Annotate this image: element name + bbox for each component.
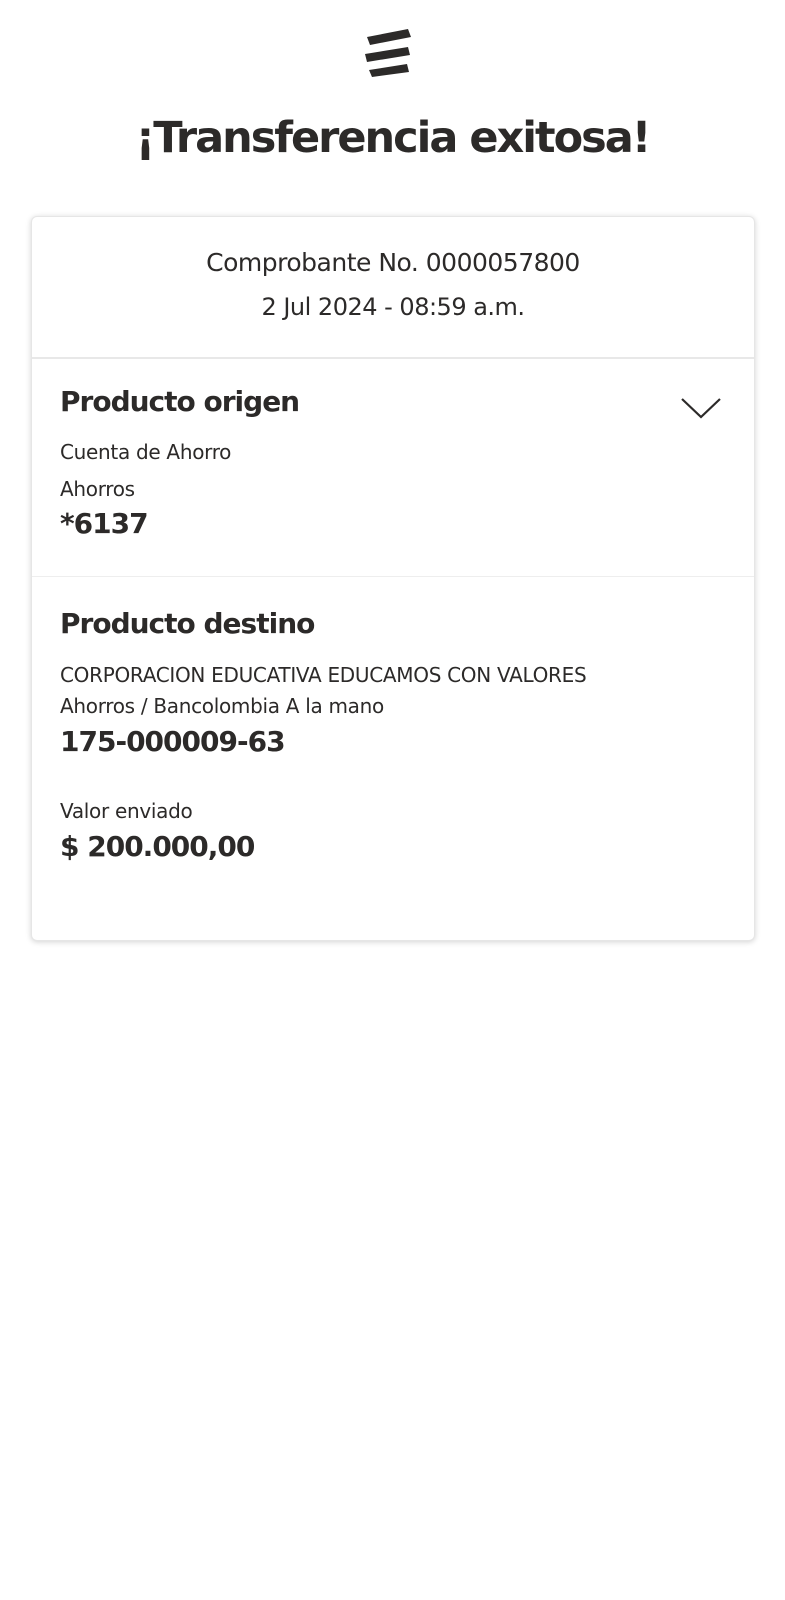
destination-name: CORPORACION EDUCATIVA EDUCAMOS CON VALORES: [60, 663, 587, 687]
transfer-receipt-card: [31, 216, 755, 941]
chevron-down-icon[interactable]: [680, 395, 722, 421]
receipt-number: Comprobante No. 0000057800: [206, 248, 580, 277]
origin-account-subtype: Ahorros: [60, 477, 135, 501]
origin-product-title: Producto origen: [60, 385, 300, 418]
bank-logo-icon: [364, 27, 414, 77]
amount-label: Valor enviado: [60, 799, 193, 823]
origin-account-type: Cuenta de Ahorro: [60, 440, 232, 464]
destination-account-type: Ahorros / Bancolombia A la mano: [60, 694, 384, 718]
destination-product-title: Producto destino: [60, 607, 315, 640]
amount-value: $ 200.000,00: [60, 830, 255, 863]
page-title: ¡Transferencia exitosa!: [135, 113, 650, 163]
origin-product-section[interactable]: [32, 359, 754, 577]
destination-account-number: 175-000009-63: [60, 725, 285, 758]
destination-product-section: [32, 577, 754, 863]
receipt-date: 2 Jul 2024 - 08:59 a.m.: [261, 293, 525, 321]
receipt-header: [32, 217, 754, 359]
origin-account-number: *6137: [60, 507, 148, 540]
